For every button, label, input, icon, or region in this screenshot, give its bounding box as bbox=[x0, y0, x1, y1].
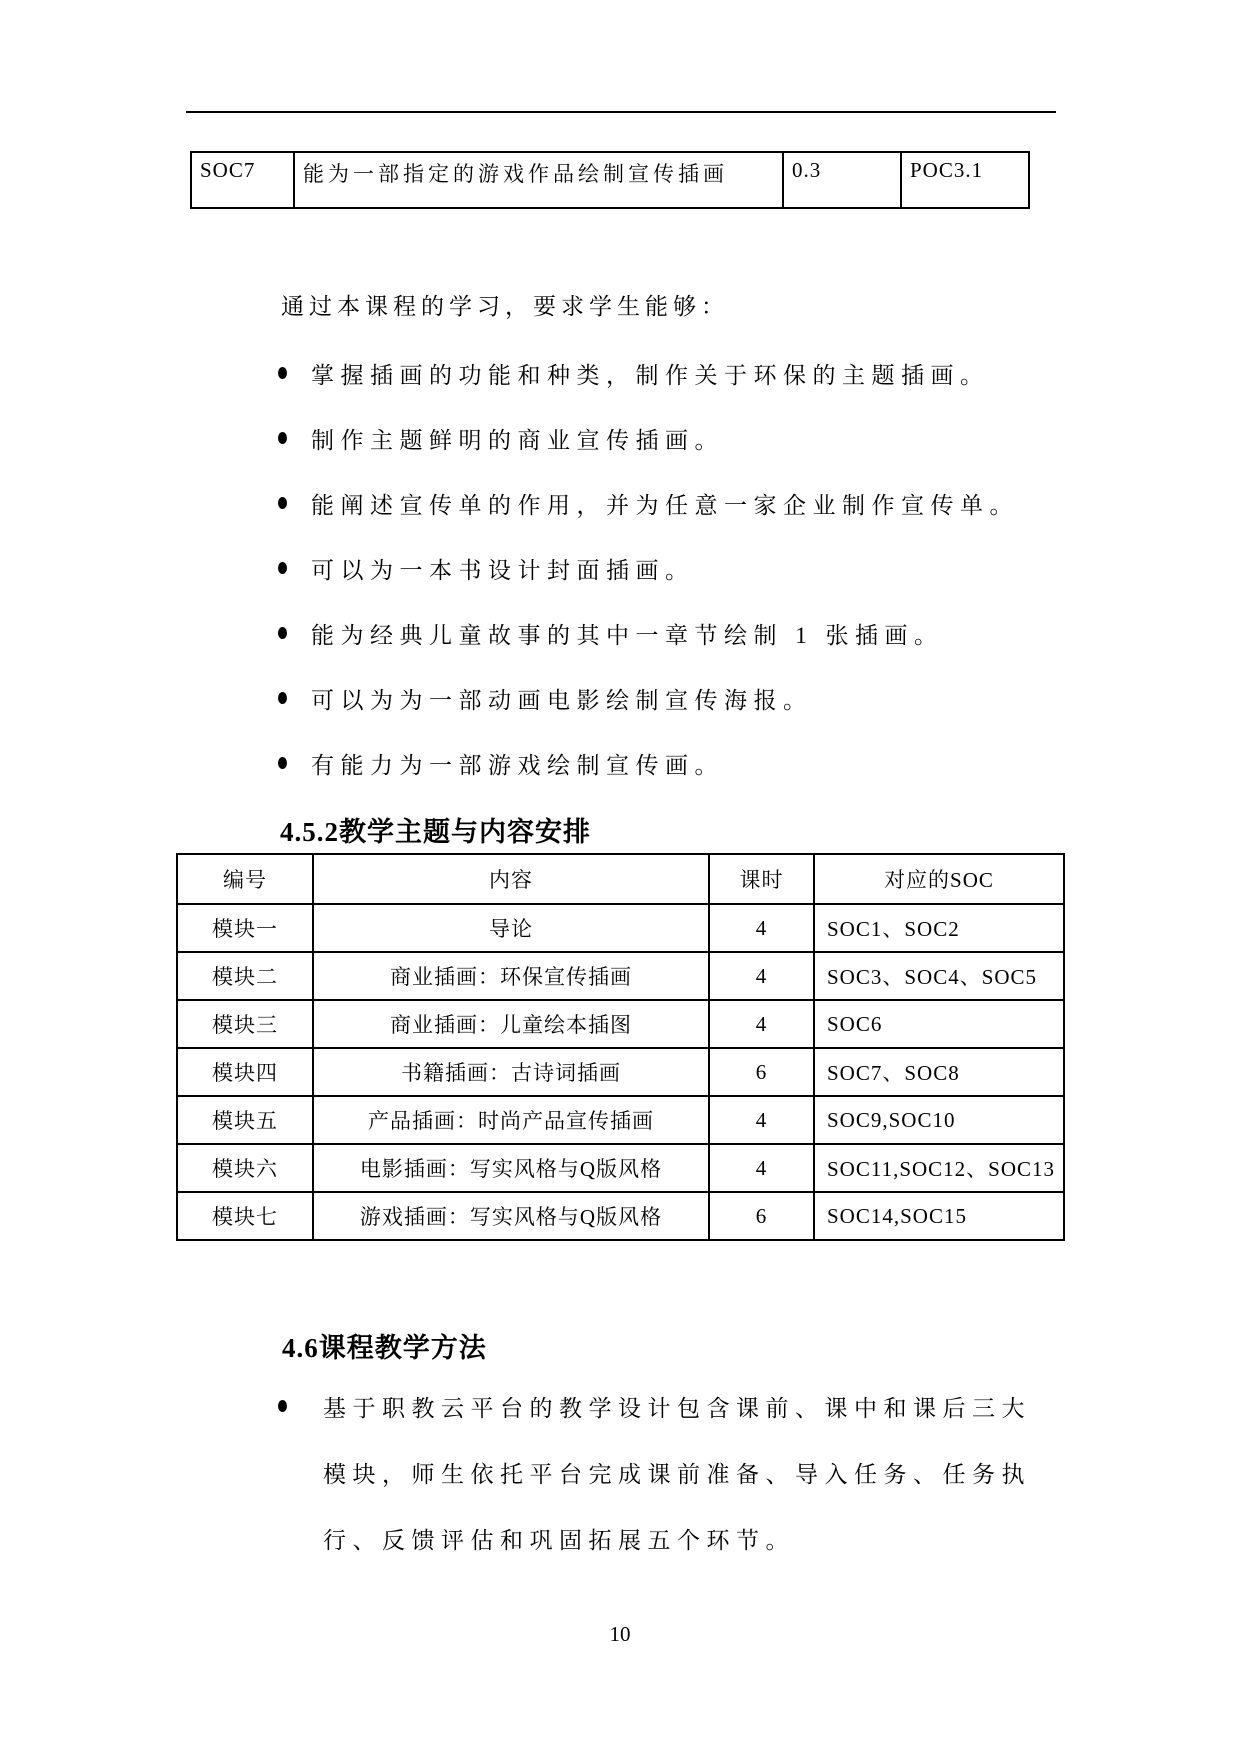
bullet-icon bbox=[278, 367, 287, 379]
schedule-cell-soc: SOC6 bbox=[814, 1000, 1064, 1048]
schedule-row bbox=[177, 952, 1064, 1000]
schedule-cell-hours: 4 bbox=[709, 1000, 814, 1048]
soc-description-cell: 能为一部指定的游戏作品绘制宣传插画 bbox=[294, 152, 783, 208]
schedule-cell-content: 游戏插画：写实风格与Q版风格 bbox=[313, 1192, 709, 1240]
objective-text: 可以为为一部动画电影绘制宣传海报。 bbox=[311, 687, 813, 713]
bullet-icon bbox=[278, 562, 287, 574]
page-header-rule bbox=[186, 111, 1056, 113]
schedule-cell-hours: 6 bbox=[709, 1048, 814, 1096]
schedule-header-row bbox=[177, 854, 1064, 904]
schedule-cell-content: 商业插画：儿童绘本插图 bbox=[313, 1000, 709, 1048]
bullet-icon bbox=[278, 757, 287, 769]
schedule-cell-id: 模块六 bbox=[177, 1144, 313, 1192]
schedule-cell-id: 模块三 bbox=[177, 1000, 313, 1048]
schedule-cell-hours: 4 bbox=[709, 1144, 814, 1192]
schedule-cell-content: 商业插画：环保宣传插画 bbox=[313, 952, 709, 1000]
schedule-cell-hours: 4 bbox=[709, 904, 814, 952]
schedule-cell-content: 书籍插画：古诗词插画 bbox=[313, 1048, 709, 1096]
schedule-row bbox=[177, 1144, 1064, 1192]
schedule-row bbox=[177, 1096, 1064, 1144]
schedule-table bbox=[176, 853, 1065, 1241]
schedule-cell-soc: SOC7、SOC8 bbox=[814, 1048, 1064, 1096]
method-bullet-line bbox=[323, 1522, 795, 1554]
schedule-cell-content: 产品插画：时尚产品宣传插画 bbox=[313, 1096, 709, 1144]
schedule-header-soc: 对应的SOC bbox=[814, 854, 1064, 904]
schedule-cell-content: 电影插画：写实风格与Q版风格 bbox=[313, 1144, 709, 1192]
schedule-cell-soc: SOC1、SOC2 bbox=[814, 904, 1064, 952]
section-heading-46: 4.6课程教学方法 bbox=[282, 1333, 487, 1363]
method-text-line: 基于职教云平台的教学设计包含课前、课中和课后三大 bbox=[323, 1395, 1031, 1421]
bullet-icon bbox=[278, 432, 287, 444]
schedule-cell-id: 模块七 bbox=[177, 1192, 313, 1240]
schedule-cell-id: 模块五 bbox=[177, 1096, 313, 1144]
method-bullet-line bbox=[323, 1456, 1031, 1488]
schedule-row bbox=[177, 1048, 1064, 1096]
objective-item bbox=[278, 682, 813, 714]
page-number: 10 bbox=[609, 1622, 631, 1646]
method-text-line: 模块，师生依托平台完成课前准备、导入任务、任务执 bbox=[323, 1461, 1031, 1487]
bullet-icon bbox=[278, 692, 287, 704]
method-bullet-line bbox=[278, 1390, 1031, 1422]
schedule-cell-hours: 4 bbox=[709, 952, 814, 1000]
schedule-cell-id: 模块四 bbox=[177, 1048, 313, 1096]
intro-paragraph: 通过本课程的学习，要求学生能够： bbox=[281, 294, 729, 319]
soc-fragment-row bbox=[191, 152, 1029, 208]
schedule-cell-soc: SOC11,SOC12、SOC13 bbox=[814, 1144, 1064, 1192]
bullet-icon bbox=[278, 1400, 287, 1412]
schedule-header-content: 内容 bbox=[313, 854, 709, 904]
soc-weight-cell: 0.3 bbox=[783, 152, 901, 208]
schedule-cell-id: 模块一 bbox=[177, 904, 313, 952]
objective-text: 可以为一本书设计封面插画。 bbox=[311, 557, 695, 583]
objective-text: 有能力为一部游戏绘制宣传画。 bbox=[311, 752, 724, 778]
schedule-header-id: 编号 bbox=[177, 854, 313, 904]
soc-code-cell: SOC7 bbox=[191, 152, 294, 208]
objective-item bbox=[278, 552, 695, 584]
schedule-cell-soc: SOC3、SOC4、SOC5 bbox=[814, 952, 1064, 1000]
objective-text: 能为经典儿童故事的其中一章节绘制 1 张插画。 bbox=[311, 622, 944, 648]
objective-item bbox=[278, 617, 944, 649]
method-text-line: 行、反馈评估和巩固拓展五个环节。 bbox=[323, 1527, 795, 1553]
objective-item bbox=[278, 487, 1019, 519]
objective-item bbox=[278, 422, 724, 454]
schedule-cell-soc: SOC9,SOC10 bbox=[814, 1096, 1064, 1144]
soc-fragment-table bbox=[190, 151, 1030, 209]
schedule-cell-hours: 6 bbox=[709, 1192, 814, 1240]
objective-text: 制作主题鲜明的商业宣传插画。 bbox=[311, 427, 724, 453]
schedule-cell-id: 模块二 bbox=[177, 952, 313, 1000]
bullet-icon bbox=[278, 497, 287, 509]
objective-text: 能阐述宣传单的作用，并为任意一家企业制作宣传单。 bbox=[311, 492, 1019, 518]
schedule-cell-content: 导论 bbox=[313, 904, 709, 952]
schedule-row bbox=[177, 1000, 1064, 1048]
section-heading-452: 4.5.2教学主题与内容安排 bbox=[280, 817, 591, 847]
schedule-row bbox=[177, 904, 1064, 952]
schedule-header-hours: 课时 bbox=[709, 854, 814, 904]
objective-item bbox=[278, 357, 990, 389]
bullet-icon bbox=[278, 627, 287, 639]
schedule-row bbox=[177, 1192, 1064, 1240]
schedule-cell-soc: SOC14,SOC15 bbox=[814, 1192, 1064, 1240]
schedule-cell-hours: 4 bbox=[709, 1096, 814, 1144]
objective-text: 掌握插画的功能和种类，制作关于环保的主题插画。 bbox=[311, 362, 990, 388]
objective-item bbox=[278, 747, 724, 779]
soc-poc-cell: POC3.1 bbox=[901, 152, 1029, 208]
